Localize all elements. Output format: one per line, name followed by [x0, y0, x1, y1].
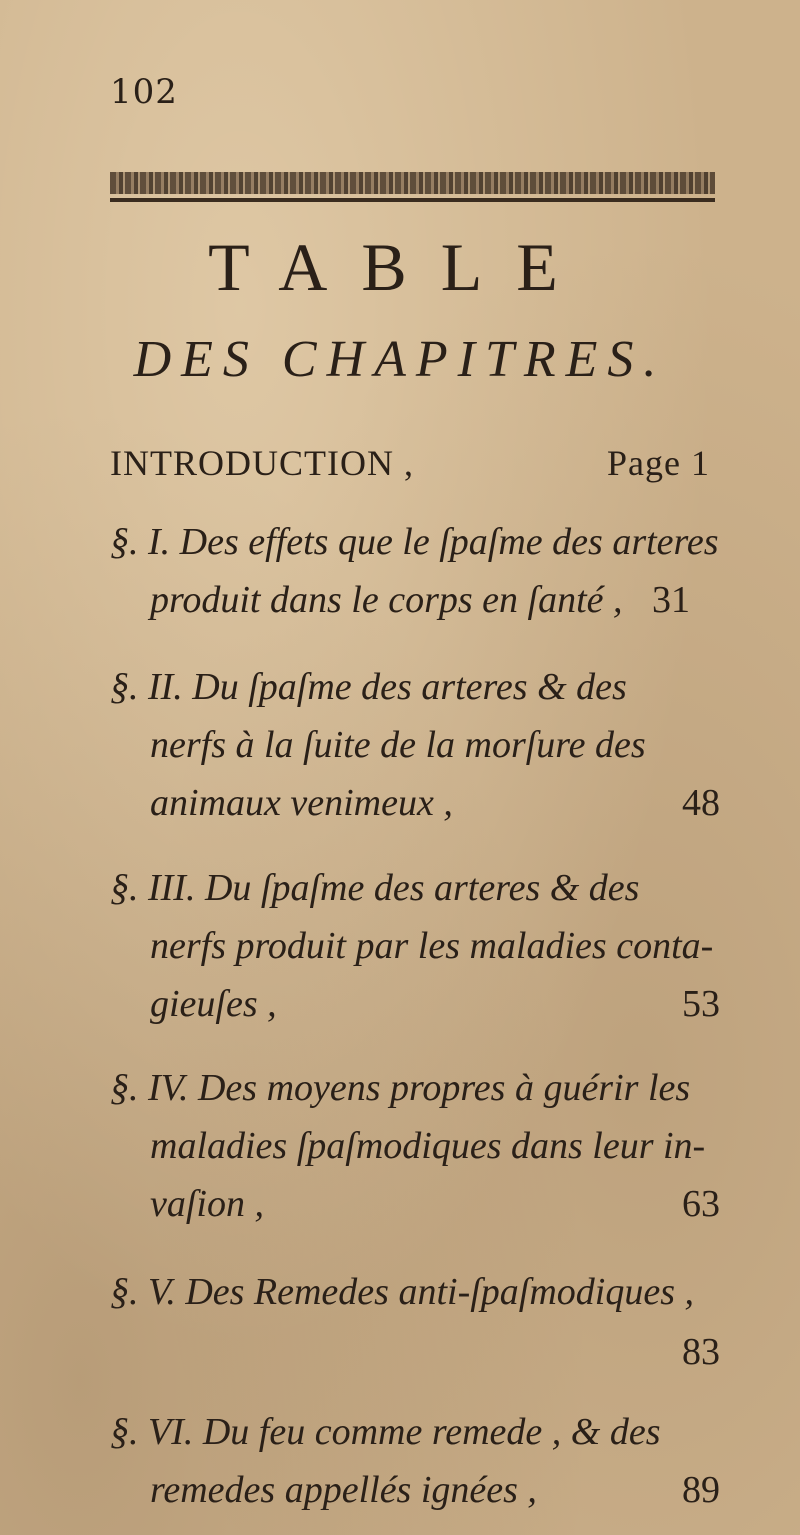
toc-entry-4-line-3: vaſion , 63	[150, 1183, 720, 1225]
toc-introduction-label: INTRODUCTION ,	[110, 443, 414, 483]
toc-entry-2-page: 48	[682, 782, 720, 824]
toc-entry-2-line-1: §. II. Du ſpaſme des arteres & des	[110, 666, 627, 708]
toc-entry-1-line-1: §. I. Des effets que le ſpaſme des arteres	[110, 521, 719, 563]
toc-entry-6-line-2: remedes appellés ignées , 89	[150, 1469, 720, 1511]
toc-entry-6-page: 89	[682, 1469, 720, 1511]
toc-entry-5-line-1: §. V. Des Remedes anti-ſpaſmodiques ,	[110, 1271, 694, 1313]
toc-entry-3-line-2: nerfs produit par les maladies conta-	[150, 925, 714, 967]
page-title: TABLE	[208, 229, 592, 305]
toc-introduction-page: Page 1	[607, 443, 710, 483]
toc-entry-2-line-2: nerfs à la ſuite de la morſure des	[150, 724, 646, 766]
toc-entry-4-page: 63	[682, 1183, 720, 1225]
toc-entry-4-line-1: §. IV. Des moyens propres à guérir les	[110, 1067, 691, 1109]
toc-entry-3-line-3: gieuſes , 53	[150, 983, 720, 1025]
toc-entry-2-line-3: animaux venimeux , 48	[150, 782, 720, 824]
toc-entry-1-page: 31	[652, 579, 690, 621]
page-subtitle: DES CHAPITRES.	[133, 331, 667, 388]
toc-entry-6-line-1: §. VI. Du feu comme remede , & des	[110, 1411, 661, 1453]
header-rule	[110, 198, 715, 202]
page-number: 102	[110, 72, 178, 112]
toc-entry-1-line-2: produit dans le corps en ſanté , 31	[150, 579, 690, 621]
toc-entry-3-page: 53	[682, 983, 720, 1025]
toc-introduction	[110, 442, 730, 484]
toc-entry-5-page: 83	[682, 1331, 720, 1373]
toc-entry-4-line-2: maladies ſpaſmodiques dans leur in-	[150, 1125, 706, 1167]
toc-entry-3-line-1: §. III. Du ſpaſme des arteres & des	[110, 867, 640, 909]
decorative-border	[110, 172, 715, 194]
